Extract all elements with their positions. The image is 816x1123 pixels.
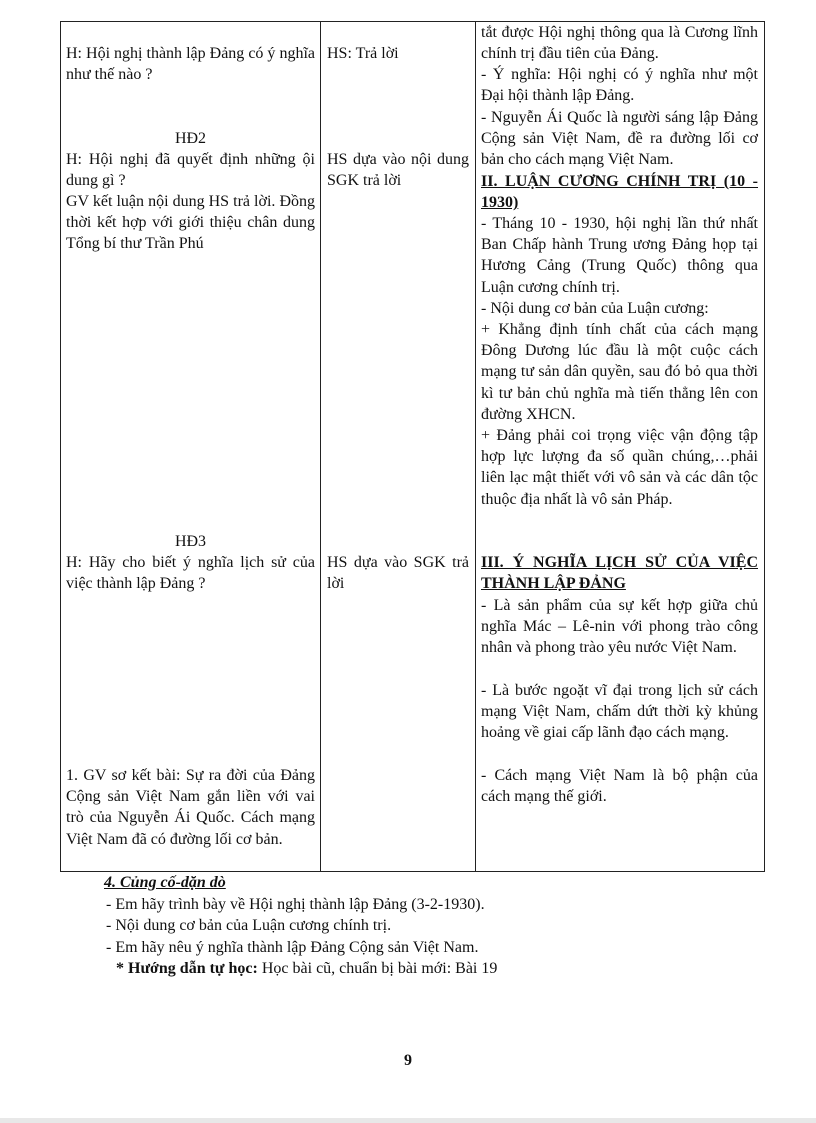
content-paragraph: - Ý nghĩa: Hội nghị có ý nghĩa như một Đại hội thành lập Đảng. (481, 66, 758, 105)
list-item: - Em hãy nêu ý nghĩa thành lập Đảng Cộng sản Việt Nam. (106, 938, 479, 956)
activity-heading-hd2: HĐ2 (174, 130, 207, 147)
section-2-title: II. LUẬN CƯƠNG CHÍNH TRỊ (10 - 1930) (481, 173, 758, 212)
student-activity-cell (321, 22, 476, 872)
question-3: H: Hãy cho biết ý nghĩa lịch sử của việc thành lập Đảng ? (66, 554, 315, 593)
content-paragraph: + Khẳng định tính chất của cách mạng Đông Dương lúc đầu là một cuộc cách mạng tư sản dân quyền, sau đó bỏ qua thời kì tư bản chủ nghĩa mà tiến thẳng lên con đường XHCN. (481, 321, 758, 423)
section-heading: 4. Củng cố-dặn dò (104, 874, 226, 891)
content-paragraph: - Nguyễn Ái Quốc là người sáng lập Đảng Cộng sản Việt Nam, đề ra đường lối cơ bản cho cách mạng Việt Nam. (481, 109, 758, 169)
list-item: - Nội dung cơ bản của Luận cương chính trị. (106, 917, 392, 935)
teacher-activity-cell (61, 22, 321, 872)
question-1: H: Hội nghị thành lập Đảng có ý nghĩa như thế nào ? (66, 45, 315, 84)
content-paragraph: + Đảng phải coi trọng việc vận động tập hợp lực lượng đa số quần chúng,…phải liên lạc mật thiết với vô sản và các dân tộc thuộc địa nhất là vô sản Pháp. (481, 427, 758, 508)
answer-2: HS dựa vào nội dung SGK trả lời (327, 151, 469, 190)
self-study-guide (104, 958, 784, 980)
answer-1: HS: Trả lời (327, 45, 399, 62)
activity-heading-hd3: HĐ3 (174, 533, 207, 550)
guide-text: Học bài cũ, chuẩn bị bài mới: Bài 19 (257, 960, 498, 978)
guide-label: * Hướng dẫn tự học: (116, 960, 258, 978)
lesson-summary: 1. GV sơ kết bài: Sự ra đời của Đảng Cộng sản Việt Nam gắn liền với vai trò của Nguyễn Ái Quốc. Cách mạng Việt Nam đã có đường lối cơ bản. (66, 767, 315, 848)
consolidation-section (104, 872, 784, 980)
list-item: - Em hãy trình bày về Hội nghị thành lập Đảng (3-2-1930). (106, 895, 485, 913)
teacher-conclusion: GV kết luận nội dung HS trả lời. Đồng thời kết hợp với giới thiệu chân dung Tổng bí thư Trần Phú (66, 193, 315, 253)
page-number: 9 (404, 1052, 412, 1069)
content-paragraph: - Là bước ngoặt vĩ đại trong lịch sử cách mạng Việt Nam, chấm dứt thời kỳ khủng hoảng về giai cấp lãnh đạo cách mạng. (481, 682, 758, 742)
page-bottom-edge (0, 1118, 816, 1123)
content-paragraph: - Tháng 10 - 1930, hội nghị lần thứ nhất Ban Chấp hành Trung ương Đảng họp tại Hương Cảng (Trung Quốc) thông qua Luận cương chính trị. (481, 215, 758, 296)
table-row (61, 22, 765, 872)
section-3-title: III. Ý NGHĨA LỊCH SỬ CỦA VIỆC THÀNH LẬP ĐẢNG (481, 554, 758, 593)
question-2: H: Hội nghị đã quyết định những ội dung gì ? (66, 151, 315, 190)
lesson-table (60, 21, 765, 872)
content-paragraph: - Cách mạng Việt Nam là bộ phận của cách mạng thế giới. (481, 767, 758, 806)
answer-3: HS dựa vào SGK trả lời (327, 554, 469, 593)
content-paragraph: tắt được Hội nghị thông qua là Cương lĩnh chính trị đầu tiên của Đảng. (481, 24, 758, 63)
content-paragraph: - Là sản phẩm của sự kết hợp giữa chủ nghĩa Mác – Lê-nin với phong trào công nhân và phong trào yêu nước Việt Nam. (481, 597, 758, 657)
content-paragraph: - Nội dung cơ bản của Luận cương: (481, 300, 709, 317)
content-cell (476, 22, 765, 872)
